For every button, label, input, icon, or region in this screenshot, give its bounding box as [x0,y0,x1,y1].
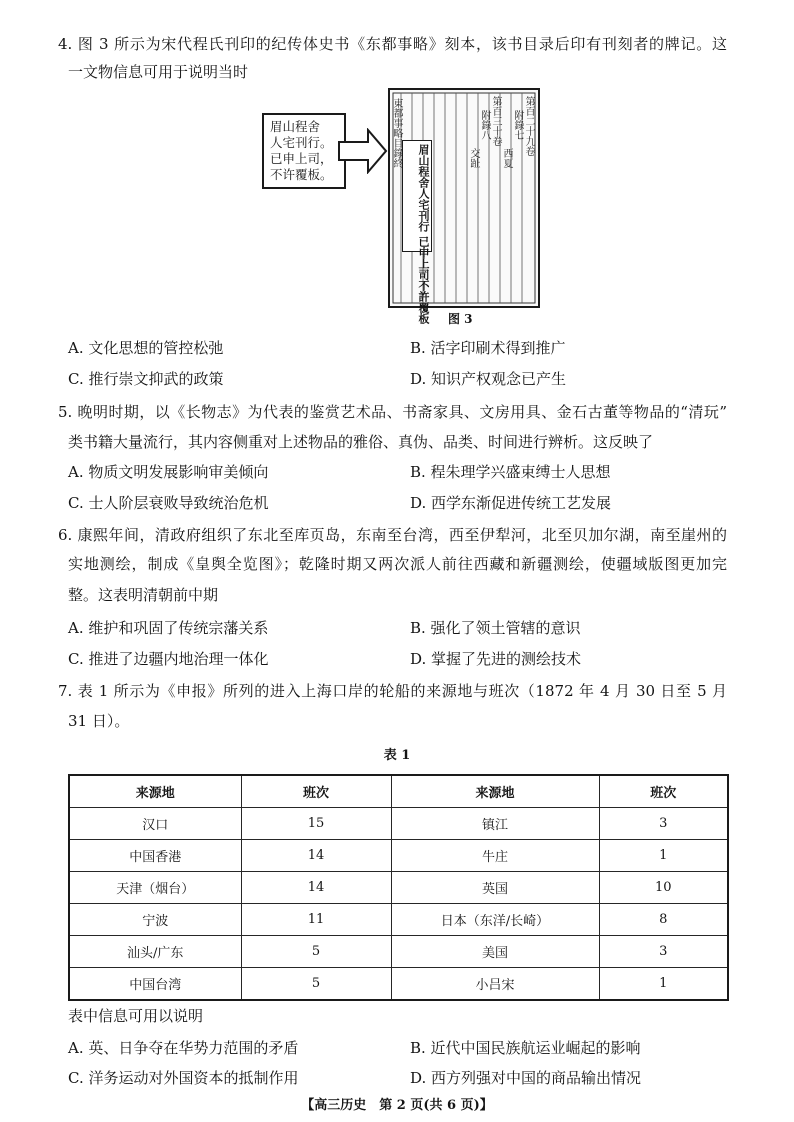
count-cell: 1 [599,968,728,1001]
catalog-column: 西夏 [501,148,512,168]
catalog-column: 第百三十卷 [490,96,501,146]
q5-option-a: A. 物质文明发展影响审美倾向 [68,463,269,481]
q6-stem-line-1: 6. 康熙年间，清政府组织了东北至库页岛，东南至台湾，西至伊犁河，北至贝加尔湖，南至崖州的 [58,526,727,544]
q4-option-c: C. 推行崇文抑武的政策 [68,370,224,388]
count-cell: 1 [599,840,728,872]
arrow-shape [339,130,386,172]
q5-option-b: B. 程朱理学兴盛束缚士人思想 [410,463,611,481]
table-row [69,808,728,840]
table-header-row [69,775,728,808]
q7-option-b: B. 近代中国民族航运业崛起的影响 [410,1039,641,1057]
count-cell: 3 [599,808,728,840]
book-title-column: 東都事略目錄終 [391,98,402,168]
count-cell: 3 [599,936,728,968]
figure3-label-line: 眉山程舍 [270,119,321,134]
count-cell: 5 [241,968,391,1001]
q6-option-d: D. 掌握了先进的测绘技术 [410,650,582,668]
count-cell: 14 [241,840,391,872]
origin-cell: 英国 [391,872,599,904]
q6-stem-line-2: 实地测绘，制成《皇舆全览图》；乾隆时期又两次派人前往西藏和新疆测绘，使疆域版图更加完 [68,555,727,573]
page-footer: 【高三历史 第 2 页(共 6 页)】 [301,1098,493,1113]
table-row [69,840,728,872]
catalog-column: 第百二十九卷 [523,96,534,156]
origin-cell: 镇江 [391,808,599,840]
figure3-arrow-icon [338,128,388,174]
header-origin: 来源地 [69,775,241,808]
table-row [69,936,728,968]
figure3-label-box [262,113,346,189]
q7-option-d: D. 西方列强对中国的商品输出情况 [410,1069,642,1087]
count-cell: 15 [241,808,391,840]
origin-cell: 中国香港 [69,840,241,872]
q5-option-d: D. 西学东渐促进传统工艺发展 [410,494,612,512]
origin-cell: 日本（东洋/长崎） [391,904,599,936]
q4-option-a: A. 文化思想的管控松弛 [68,339,224,357]
table-row [69,872,728,904]
figure3-label-line: 人宅刊行。 [270,135,333,150]
catalog-column: 附錄八 [479,110,490,140]
stamp-column: 已申上司不許覆板 [417,235,430,324]
count-cell: 11 [241,904,391,936]
count-cell: 14 [241,872,391,904]
figure3-label-line: 不许覆板。 [270,167,333,182]
header-origin: 来源地 [391,775,599,808]
q7-stem-line-2: 31 日）。 [68,712,130,730]
q7-stem-line-1: 7. 表 1 所示为《申报》所列的进入上海口岸的轮船的来源地与班次（1872 年 4 月 30 日至 5 月 [58,682,727,700]
catalog-column: 附錄七 [512,110,523,140]
origin-cell: 牛庄 [391,840,599,872]
q5-stem-line-2: 类书籍大量流行，其内容侧重对上述物品的雅俗、真伪、品类、时间进行辨析。这反映了 [68,433,654,451]
q4-stem-line-2: 一文物信息可用于说明当时 [68,63,249,81]
q7-prompt: 表中信息可用以说明 [68,1007,204,1025]
origin-cell: 宁波 [69,904,241,936]
figure3-label-line: 已申上司， [270,151,333,166]
q7-option-a: A. 英、日争夺在华势力范围的矛盾 [68,1039,299,1057]
q6-stem-line-3: 整。这表明清朝前中期 [68,586,219,604]
table1-caption: 表 1 [383,748,411,763]
count-cell: 10 [599,872,728,904]
q5-stem-line-1: 5. 晚明时期，以《长物志》为代表的鉴赏艺术品、书斋家具、文房用具、金石古董等物品的“清玩” [58,403,727,421]
header-count: 班次 [599,775,728,808]
origin-cell: 中国台湾 [69,968,241,1001]
stamp-column: 眉山程舍人宅刊行 [417,144,430,232]
q4-option-d: D. 知识产权观念已产生 [410,370,567,388]
publisher-stamp [402,140,432,324]
origin-cell: 汕头/广东 [69,936,241,968]
q7-option-c: C. 洋务运动对外国资本的抵制作用 [68,1069,299,1087]
q4-option-b: B. 活字印刷术得到推广 [410,339,566,357]
header-count: 班次 [241,775,391,808]
table-row [69,968,728,1001]
q5-option-c: C. 士人阶层衰败导致统治危机 [68,494,269,512]
origin-cell: 小吕宋 [391,968,599,1001]
q6-option-c: C. 推进了边疆内地治理一体化 [68,650,269,668]
figure3-caption: 图 3 [448,312,473,326]
origin-cell: 美国 [391,936,599,968]
q6-option-a: A. 维护和巩固了传统宗藩关系 [68,619,269,637]
origin-cell: 天津（烟台） [69,872,241,904]
count-cell: 8 [599,904,728,936]
count-cell: 5 [241,936,391,968]
q4-stem-line-1: 4. 图 3 所示为宋代程氏刊印的纪传体史书《东都事略》刻本，该书目录后印有刊刻者的牌记。这 [58,35,727,53]
ship-arrivals-table [68,774,729,1001]
table-row [69,904,728,936]
catalog-column: 交趾 [468,148,479,168]
q6-option-b: B. 强化了领土管辖的意识 [410,619,581,637]
origin-cell: 汉口 [69,808,241,840]
